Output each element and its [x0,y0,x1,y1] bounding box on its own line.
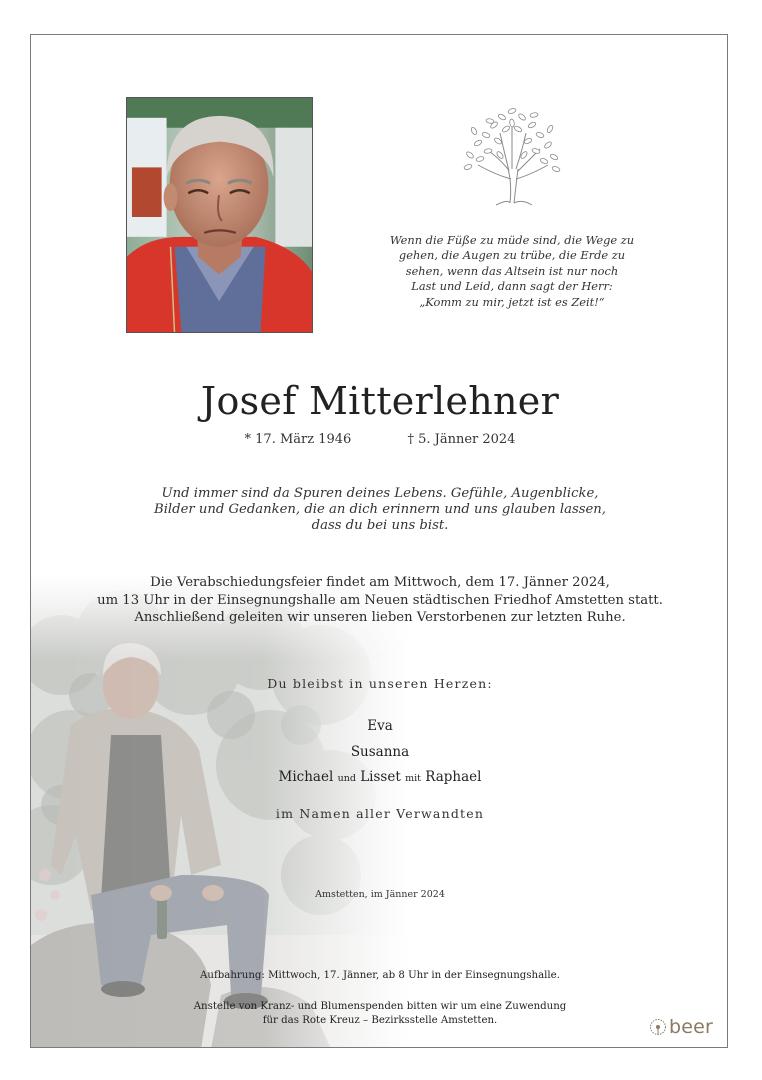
conjunction-text: mit [405,773,421,784]
logo-text: beer [669,1016,714,1038]
funeral-home-logo [649,1015,713,1039]
poem [381,233,643,310]
poem-line: „Komm zu mir, jetzt ist es Zeit!“ [419,294,605,309]
ceremony-line: um 13 Uhr in der Einsegnungshalle am Neuen städtischen Friedhof Amstetten statt. [97,592,663,608]
poem-line: Wenn die Füße zu müde sind, die Wege zu [389,233,635,247]
conjunction-text: und [337,773,356,784]
ceremony-line: Die Verabschiedungsfeier findet am Mittwoch, dem 17. Jänner 2024, [150,575,610,590]
donation-notice [31,1000,728,1027]
poem-line: sehen, wenn das Altsein ist nur noch [405,263,619,278]
mourner-name: Lisset [360,769,401,785]
portrait-photo [126,97,313,333]
mourners-list [31,714,728,792]
mourner-name: Raphael [425,769,482,785]
mourner-family [31,765,728,792]
mourner-name: Michael [278,769,334,785]
mourners-heading: Du bleibst in unseren Herzen: [267,676,493,691]
death-date: † 5. Jänner 2024 [407,432,516,447]
mourner-name: Susanna [350,743,410,760]
birth-date: * 17. März 1946 [244,432,352,447]
quote-line: dass du bei uns bist. [311,518,449,533]
donation-line: für das Rote Kreuz – Bezirksstelle Amstetten. [262,1014,498,1026]
dandelion-icon [649,1018,667,1036]
place-date: Amstetten, im Jänner 2024 [315,889,445,900]
ceremony-line: Anschließend geleiten wir unseren lieben Verstorbenen zur letzten Ruhe. [134,610,626,625]
poem-line: gehen, die Augen zu trübe, die Erde zu [398,248,626,263]
viewing-notice: Aufbahrung: Mittwoch, 17. Jänner, ab 8 Uhr in der Einsegnungshalle. [200,970,560,981]
obituary-card [30,34,728,1048]
mourner-name: Eva [367,718,393,734]
ceremony-notice [31,574,728,627]
memorial-quote [31,486,728,534]
tree-icon [456,99,568,209]
donation-line: Anstelle von Kranz- und Blumenspenden bitten wir um eine Zuwendung [193,1001,567,1012]
deceased-name: Josef Mitterlehner [200,379,560,423]
poem-line: Last und Leid, dann sagt der Herr: [411,279,613,294]
quote-line: Bilder und Gedanken, die an dich erinnern und uns glauben lassen, [154,502,606,517]
quote-line: Und immer sind da Spuren deines Lebens. Gefühle, Augenblicke, [161,486,599,501]
relatives-note: im Namen aller Verwandten [275,806,485,821]
life-dates [31,432,728,447]
